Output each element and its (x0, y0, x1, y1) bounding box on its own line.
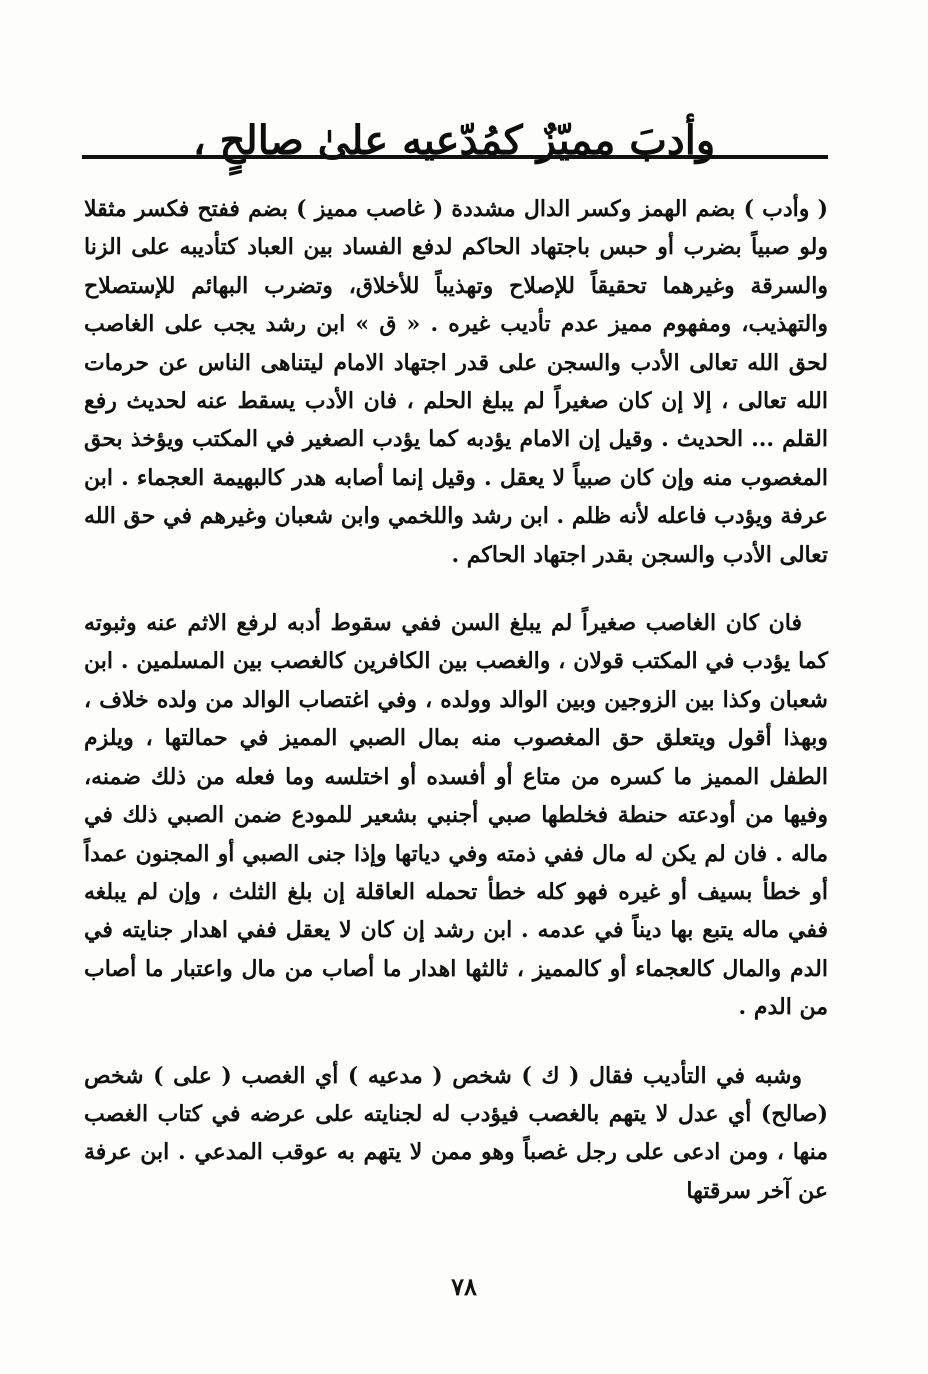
paragraph-2: فان كان الغاصب صغيراً لم يبلغ السن ففي سقوط أدبه لرفع الاثم عنه وثبوته كما يؤدب في المكتب قولان ، والغصب بين الكافرين كالغصب بين المسلمين . ابن شعبان وكذا بين الزوجين وبين الوالد وولده ، وفي اغتصاب الوالد من ولده خلاف ، وبهذا أقول ويتعلق حق المغصوب منه بمال الصبي المميز في حمالتها ، ويلزم الطفل المميز ما كسره من متاع أو أفسده أو اختلسه وما فعله من ذلك ضمنه، وفيها من أودعته حنطة فخلطها صبي أجنبي بشعير للمودع ضمن الصبي ذلك في ماله . فان لم يكن له مال ففي ذمته وفي دياتها وإذا جنى الصبي أو المجنون عمداً أو خطأ بسيف أو غيره فهو كله خطأ تحمله العاقلة إن بلغ الثلث ، وإن لم يبلغه ففي ماله يتبع بها ديناً في عدمه . ابن رشد إن كان لا يعقل ففي اهدار جنايته في الدم والمال كالعجماء أو كالمميز ، ثالثها اهدار ما أصاب من مال واعتبار ما أصاب من الدم . (84, 610, 828, 1021)
paragraph-3: وشبه في التأديب فقال ( ك ) شخص ( مدعيه ) أي الغصب ( على ) شخص (صالح) أي عدل لا يتهم بالغصب فيؤدب له لجنايته على عرضه في كتاب الغصب منها ، ومن ادعى على رجل غصباً وهو ممن لا يتهم به عوقب المدعي . ابن عرفة عن آخر سرقتها (84, 1062, 828, 1204)
section-heading: وأدبَ مميّزٌ كمُدّعيه علىٰ صالحٍ ، (192, 116, 716, 164)
heading-rule (82, 155, 828, 159)
paragraph-1: ( وأدب ) بضم الهمز وكسر الدال مشددة ( غاصب مميز ) بضم ففتح فكسر مثقلا ولو صبياً بضرب أو حبس باجتهاد الحاكم لدفع الفساد بين العباد كتأديبه على الزنا والسرقة وغيرهما تحقيقاً للإصلاح وتهذيباً للأخلاق، وتضرب البهائم للإستصلاح والتهذيب، ومفهوم مميز عدم تأديب غيره . « ق » ابن رشد يجب على الغاصب لحق الله تعالى الأدب والسجن على قدر اجتهاد الامام ليتناهى الناس عن حرمات الله تعالى ، إلا إن كان صغيراً لم يبلغ الحلم ، فان الأدب يسقط عنه لحديث رفع القلم ... الحديث . وقيل إن الامام يؤدبه كما يؤدب الصغير في المكتب ويؤخذ بحق المغصوب منه وإن كان صبياً لا يعقل . وقيل إنما أصابه هدر كالبهيمة العجماء . ابن عرفة ويؤدب فاعله لأنه ظلم . ابن رشد واللخمي وابن شعبان وغيرهم في حق الله تعالى الأدب والسجن بقدر اجتهاد الحاكم . (84, 196, 828, 568)
page-number: ٧٨ (451, 1272, 477, 1301)
body-text (84, 190, 828, 1210)
